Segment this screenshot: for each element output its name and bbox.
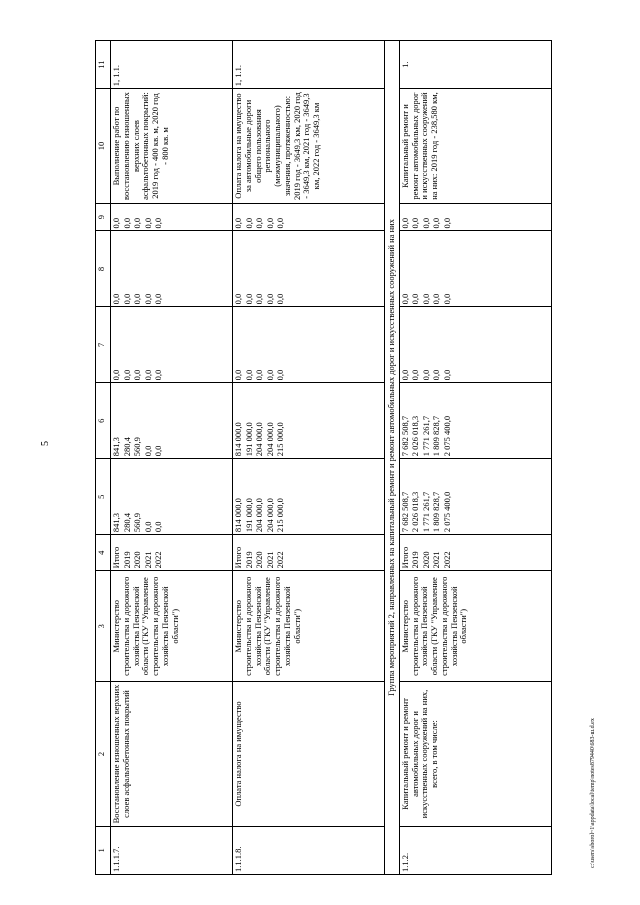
- row-col7: 0,0 0,0 0,0 0,0 0,0: [111, 307, 233, 383]
- row-col6: 814 000,0 191 000,0 204 000,0 204 000,0 215 000,0: [233, 383, 385, 459]
- row-col9: 0,0 0,0 0,0 0,0 0,0: [233, 203, 385, 231]
- rotated-table-wrapper: [95, 40, 615, 875]
- row-col8: 0,0 0,0 0,0 0,0 0,0: [233, 231, 385, 307]
- row-ref: 1.: [399, 41, 551, 89]
- header-cell: 6: [96, 383, 111, 459]
- row-result: Выполнение работ по восстановлению изношенных верхних слоев асфальтобетонных покрытий: 2019 год - 400 кв. м, 2020 год - 800 кв. м: [111, 89, 233, 203]
- table-row: [399, 41, 551, 875]
- row-name: Капитальный ремонт и ремонт автомобильных дорог и искусственных сооружений на них, всего, в том числе:: [399, 682, 551, 827]
- row-code: 1.1.1.8.: [233, 826, 385, 874]
- row-code: 1.1.1.7.: [111, 826, 233, 874]
- row-result: Капитальный ремонт и ремонт автомобильных дорог и искусственных сооружений на них: 2019 год - 238,580 км,: [399, 89, 551, 203]
- table-row: [111, 41, 233, 875]
- header-cell: 2: [96, 682, 111, 827]
- program-table: [95, 40, 552, 875]
- footer-path: c:\users\sborol~1\appdata\local\temp\notes879440\683-ш.d.ex: [590, 718, 596, 868]
- row-col9: 0,0 0,0 0,0 0,0 0,0: [399, 203, 551, 231]
- row-col8: 0,0 0,0 0,0 0,0 0,0: [111, 231, 233, 307]
- group-title: Группа мероприятий 2, направленных на капитальный ремонт и ремонт автомобильных дорог и искусственных сооружений на них: [385, 41, 400, 875]
- row-executor: Министерство строительства и дорожного хозяйства Пензенской области (ГКУ "Управление строительства и дорожного хозяйства Пензенской области"): [233, 571, 385, 682]
- header-cell: 10: [96, 89, 111, 203]
- row-years: Итого 2019 2020 2021 2022: [111, 535, 233, 571]
- row-years: Итого 2019 2020 2021 2022: [399, 535, 551, 571]
- row-col6: 841,3 280,4 560,9 0,0 0,0: [111, 383, 233, 459]
- header-cell: 5: [96, 459, 111, 535]
- header-cell: 8: [96, 231, 111, 307]
- header-cell: 4: [96, 535, 111, 571]
- row-result: Оплата налога на имущество за автомобильные дороги общего пользования регионального (межмуниципального) значения, протяженностью: 2019 год - 3649,3 км, 2020 год - 3649,3 км, 2021 год - 3649,3 км, 2022 год - 3649,3 км: [233, 89, 385, 203]
- row-col8: 0,0 0,0 0,0 0,0 0,0: [399, 231, 551, 307]
- row-years: Итого 2019 2020 2021 2022: [233, 535, 385, 571]
- header-cell: 9: [96, 203, 111, 231]
- row-col7: 0,0 0,0 0,0 0,0 0,0: [233, 307, 385, 383]
- header-cell: 11: [96, 41, 111, 89]
- group-row: [385, 41, 400, 875]
- row-ref: 1, 1.1.: [111, 41, 233, 89]
- row-ref: 1, 1.1.: [233, 41, 385, 89]
- row-col5: 841,3 280,4 560,9 0,0 0,0: [111, 459, 233, 535]
- row-executor: Министерство строительства и дорожного хозяйства Пензенской области (ГКУ "Управление строительства и дорожного хозяйства Пензенской области"): [111, 571, 233, 682]
- row-col5: 7 682 508,7 2 026 018,3 1 771 261,7 1 809 828,7 2 075 400,0: [399, 459, 551, 535]
- header-row: [96, 41, 111, 875]
- row-col9: 0,0 0,0 0,0 0,0 0,0: [111, 203, 233, 231]
- row-executor: Министерство строительства и дорожного хозяйства Пензенской области (ГКУ "Управление строительства и дорожного хозяйства Пензенской области"): [399, 571, 551, 682]
- row-col5: 814 000,0 191 000,0 204 000,0 204 000,0 215 000,0: [233, 459, 385, 535]
- header-cell: 1: [96, 826, 111, 874]
- row-col7: 0,0 0,0 0,0 0,0 0,0: [399, 307, 551, 383]
- row-name: Оплата налога на имущество: [233, 682, 385, 827]
- header-cell: 3: [96, 571, 111, 682]
- row-name: Восстановление изношенных верхних слоев асфальтобетонных покрытий: [111, 682, 233, 827]
- header-cell: 7: [96, 307, 111, 383]
- row-col6: 7 682 508,7 2 026 018,3 1 771 261,7 1 809 828,7 2 075 400,0: [399, 383, 551, 459]
- table-row: [233, 41, 385, 875]
- page-number: 5: [40, 441, 51, 446]
- row-code: 1.1.2.: [399, 826, 551, 874]
